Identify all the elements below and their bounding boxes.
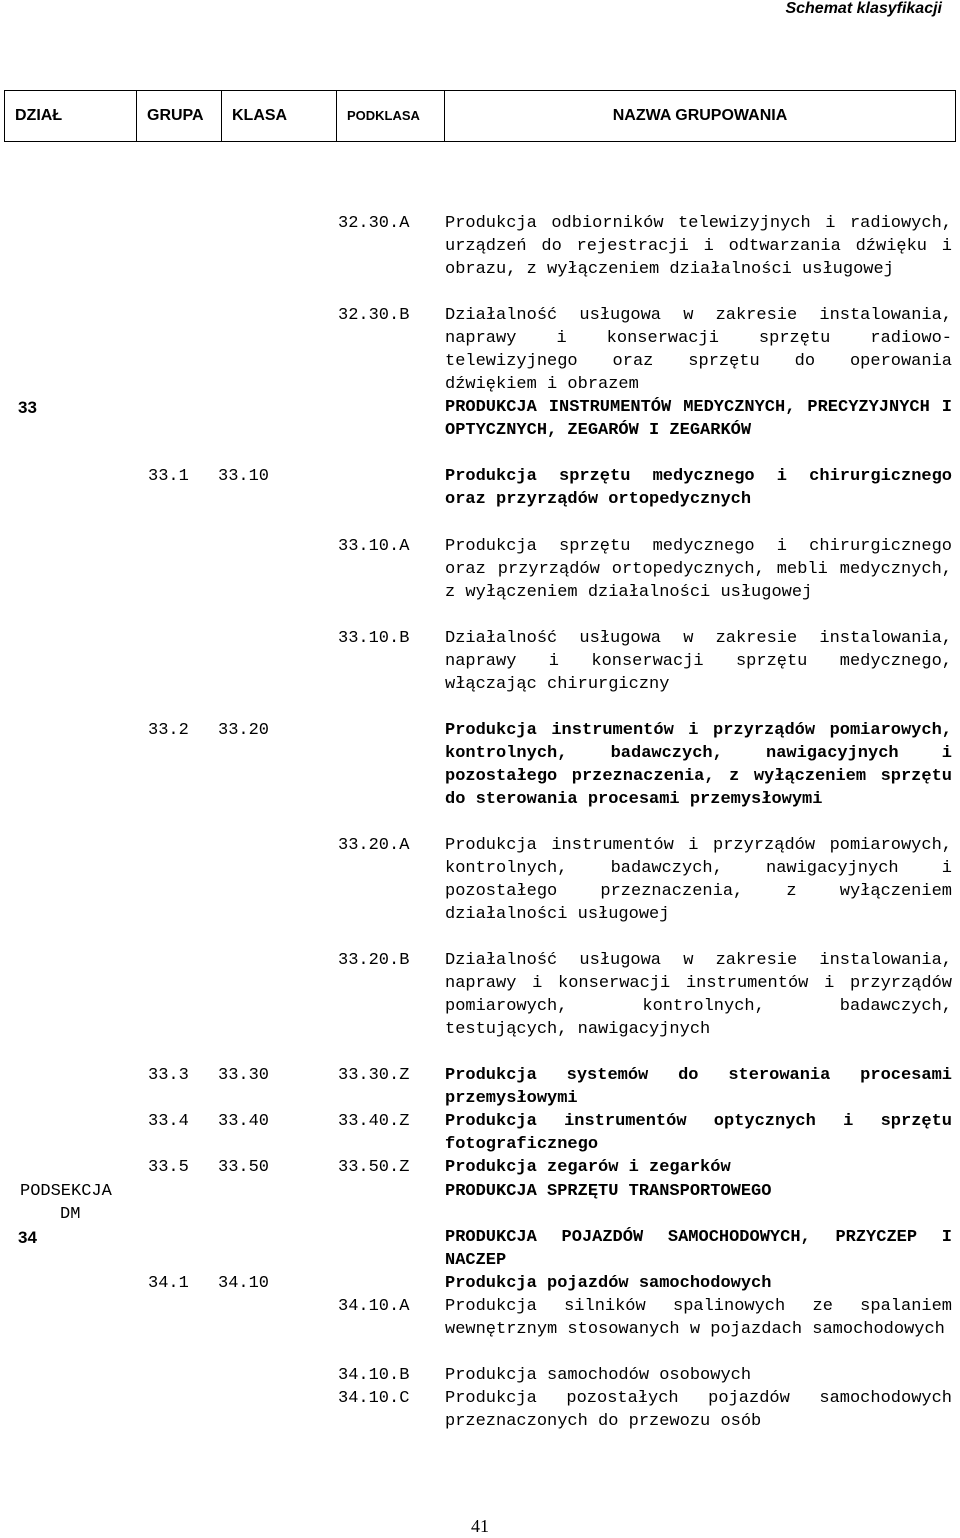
grupa-code: 33.3 (148, 1066, 189, 1085)
grouping-name: Produkcja sprzętu medycznego i chirurgicznego oraz przyrządów ortopedycznych, mebli medycznych, z wyłączeniem działalności usługowej (445, 537, 952, 602)
grupa-code: 33.4 (148, 1112, 189, 1131)
grouping-name: Produkcja zegarów i zegarków (445, 1158, 731, 1177)
grouping-name: Produkcja instrumentów i przyrządów pomiarowych, kontrolnych, badawczych, nawigacyjnych i pozostałego przeznaczenia, z wyłączeniem działalności usługowej (445, 836, 952, 924)
podklasa-code: 33.20.A (338, 836, 410, 855)
podsekcja-name: PRODUKCJA SPRZĘTU TRANSPORTOWEGO (445, 1182, 772, 1201)
grupa-code: 33.2 (148, 721, 189, 740)
column-header-podklasa: PODKLASA (337, 91, 445, 141)
grouping-name: Produkcja pozostałych pojazdów samochodowych przeznaczonych do przewozu osób (445, 1389, 952, 1431)
podklasa-code: 32.30.A (338, 214, 410, 233)
grouping-name: Produkcja samochodów osobowych (445, 1366, 752, 1385)
column-header-klasa: KLASA (222, 91, 337, 141)
page-number: 41 (471, 1516, 489, 1536)
grupa-code: 33.1 (148, 467, 189, 486)
grupa-code: 33.5 (148, 1158, 189, 1177)
podklasa-code: 33.20.B (338, 951, 410, 970)
dzial-name: PRODUKCJA POJAZDÓW SAMOCHODOWYCH, PRZYCZEP I NACZEP (445, 1228, 952, 1270)
column-header-dzial: DZIAŁ (5, 91, 137, 141)
running-header: Schemat klasyfikacji (785, 0, 942, 17)
table-header (4, 90, 956, 142)
podklasa-code: 33.30.Z (338, 1066, 410, 1085)
podsekcja-label: PODSEKCJA (20, 1182, 112, 1201)
dzial-code: 33 (18, 398, 37, 417)
klasa-code: 33.10 (218, 467, 270, 486)
podklasa-code: 32.30.B (338, 306, 410, 325)
klasa-code: 33.20 (218, 721, 270, 740)
grouping-name: Produkcja silników spalinowych ze spalaniem wewnętrznym stosowanych w pojazdach samochodowych (445, 1297, 952, 1339)
column-header-grupa: GRUPA (137, 91, 222, 141)
klasa-code: 34.10 (218, 1274, 270, 1293)
klasa-code: 33.50 (218, 1158, 270, 1177)
podklasa-code: 34.10.B (338, 1366, 410, 1385)
podklasa-code: 34.10.A (338, 1297, 410, 1316)
podklasa-code: 34.10.C (338, 1389, 410, 1408)
grouping-name: Działalność usługowa w zakresie instalowania, naprawy i konserwacji sprzętu medycznego, włączając chirurgiczny (445, 629, 952, 694)
grouping-name: Produkcja sprzętu medycznego i chirurgicznego oraz przyrządów ortopedycznych (445, 467, 952, 509)
grouping-name: Produkcja pojazdów samochodowych (445, 1274, 772, 1293)
podsekcja-code: DM (60, 1205, 81, 1224)
grouping-name: Działalność usługowa w zakresie instalowania, naprawy i konserwacji instrumentów i przyrządów pomiarowych, kontrolnych, badawczych, testujących, nawigacyjnych (445, 951, 952, 1039)
podklasa-code: 33.10.B (338, 629, 410, 648)
grouping-name: Produkcja instrumentów i przyrządów pomiarowych, kontrolnych, badawczych, nawigacyjnych i pozostałego przeznaczenia, z wyłączeniem sprzętu do sterowania procesami przemysłowymi (445, 721, 952, 809)
column-header-nazwa: NAZWA GRUPOWANIA (612, 107, 788, 124)
dzial-name: PRODUKCJA INSTRUMENTÓW MEDYCZNYCH, PRECYZYJNYCH I OPTYCZNYCH, ZEGARÓW I ZEGARKÓW (445, 398, 952, 440)
grupa-code: 34.1 (148, 1274, 189, 1293)
grouping-name: Produkcja systemów do sterowania procesami przemysłowymi (445, 1066, 952, 1108)
klasa-code: 33.30 (218, 1066, 270, 1085)
grouping-name: Produkcja odbiorników telewizyjnych i radiowych, urządzeń do rejestracji i odtwarzania dźwięku i obrazu, z wyłączeniem działalności usługowej (445, 214, 952, 279)
grouping-name: Produkcja instrumentów optycznych i sprzętu fotograficznego (445, 1112, 952, 1154)
dzial-code: 34 (18, 1228, 37, 1247)
klasa-code: 33.40 (218, 1112, 270, 1131)
grouping-name: Działalność usługowa w zakresie instalowania, naprawy i konserwacji sprzętu radiowo- telewizyjnego oraz sprzętu do operowania dźwiękiem i obrazem (445, 306, 952, 394)
podklasa-code: 33.10.A (338, 537, 410, 556)
podklasa-code: 33.40.Z (338, 1112, 410, 1131)
podklasa-code: 33.50.Z (338, 1158, 410, 1177)
